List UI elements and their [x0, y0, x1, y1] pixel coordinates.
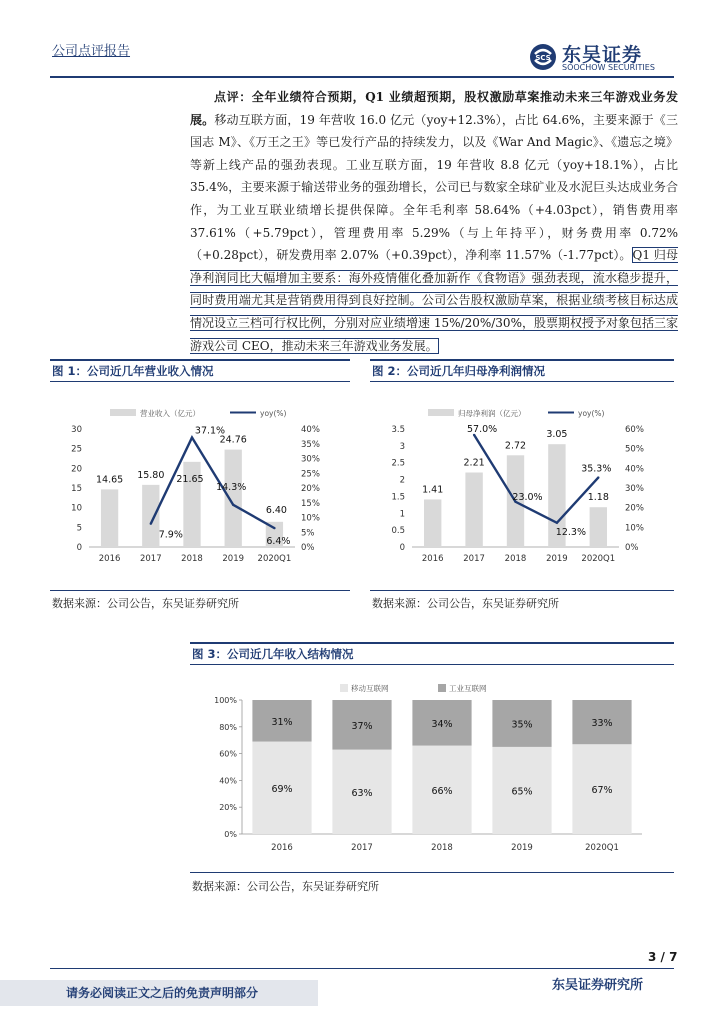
fig1-title-rule	[50, 381, 350, 382]
bar	[142, 485, 159, 547]
left-tick-label: 15	[71, 484, 82, 494]
legend-swatch	[340, 684, 348, 692]
x-tick-label: 2018	[181, 554, 203, 564]
left-tick-label: 1.5	[391, 492, 405, 503]
fig2-source: 数据来源：公司公告，东吴证券研究所	[372, 597, 559, 610]
right-tick-label: 40%	[301, 425, 320, 435]
yoy-value-label: 12.3%	[555, 526, 586, 538]
bar-value-label: 15.80	[137, 469, 165, 481]
yoy-value-label: 35.3%	[581, 463, 612, 475]
yoy-value-label: 6.4%	[266, 536, 291, 548]
bar	[101, 489, 118, 547]
bar-value-label: 21.65	[176, 473, 204, 485]
right-tick-label: 20%	[301, 484, 320, 494]
x-tick-label: 2020Q1	[585, 843, 619, 853]
page-number: 3 / 7	[648, 950, 678, 964]
segment-value-label: 34%	[431, 718, 453, 730]
fig3-bottom-rule	[190, 872, 674, 873]
right-tick-label: 10%	[625, 523, 644, 534]
yoy-value-label: 57.0%	[467, 423, 498, 435]
x-tick-label: 2020Q1	[581, 554, 616, 564]
fig2-title: 图 2：公司近几年归母净利润情况	[372, 364, 546, 378]
right-tick-label: 60%	[625, 425, 644, 435]
segment-value-label: 63%	[351, 787, 373, 799]
report-type: 公司点评报告	[52, 44, 131, 59]
bar-value-label: 2.72	[504, 440, 527, 452]
header-divider	[50, 76, 674, 78]
left-tick-label: 3.5	[391, 425, 405, 435]
fig3-source: 数据来源：公司公告，东吴证券研究所	[192, 880, 379, 893]
segment-value-label: 67%	[591, 785, 613, 797]
yoy-point	[597, 476, 599, 478]
fig3-title: 图 3：公司近几年收入结构情况	[192, 647, 354, 661]
x-tick-label: 2016	[98, 554, 121, 564]
bar-value-label: 3.05	[546, 429, 568, 441]
left-tick-label: 2.5	[391, 458, 405, 469]
right-tick-label: 50%	[625, 444, 644, 455]
yoy-point	[273, 527, 275, 529]
legend-label: 移动互联网	[351, 684, 389, 693]
y-tick-label: 60%	[219, 749, 237, 759]
segment-value-label: 33%	[591, 718, 613, 730]
logo-english: SOOCHOW SECURITIES	[562, 63, 655, 72]
x-tick-label: 2017	[463, 554, 485, 564]
fig1-bottom-rule	[50, 590, 350, 591]
fig3-top-rule	[190, 642, 674, 644]
y-tick-label: 20%	[219, 803, 237, 813]
x-tick-label: 2020Q1	[257, 554, 292, 564]
commentary-highlight: Q1 归母净利润同比大幅增加主要系：海外疫情催化叠加新作《食物语》强劲表现，流水稳步提升，同时费用端尤其是营销费用得到良好控制。公司公告股权激励草案，根据业绩考核目标达成情况设立三档可行权比例，分别对应业绩增速 15%/20%/30%，股票期权授予对象包括三家游戏公司 CEO，推动未来三年游戏业务发展。	[190, 248, 678, 353]
x-tick-label: 2019	[222, 554, 245, 564]
x-tick-label: 2017	[351, 843, 373, 853]
right-tick-label: 25%	[301, 469, 320, 480]
yoy-line	[151, 438, 275, 529]
bar	[225, 450, 242, 547]
yoy-line	[474, 435, 598, 523]
yoy-value-label: 37.1%	[194, 425, 226, 437]
yoy-point	[191, 436, 193, 438]
left-tick-label: 2	[399, 475, 405, 486]
yoy-value-label: 14.3%	[216, 481, 247, 493]
right-tick-label: 30%	[301, 454, 320, 465]
left-tick-label: 0	[76, 543, 82, 553]
x-tick-label: 2018	[431, 843, 453, 853]
commentary-text: 移动互联方面，19 年营收 16.0 亿元（yoy+12.3%），占比 64.6%，主要来源于《三国志 M》、《万王之王》等已发行产品的持续发力，以及《War And Magic》、《遗忘之境》等新上线产品的强劲表现。工业互联方面，19 年营收 8.8 亿元（yoy+18.1%），占比 35.4%，主要来源于输送带业务的强劲增长，公司已与数家全球矿业及水泥巨头达成业务合作，为工业互联业绩增长提供保障。全年毛利率 58.64%（+4.03pct），销售费用率 37.61%（+5.79pct），管理费用率 5.29%（与上年持平），财务费用率 0.72%（+0.28pct），研发费用率 2.07%（+0.39pct），净利率 11.57%（-1.77pct）。	[190, 112, 678, 263]
fig2-bottom-rule	[370, 590, 674, 591]
x-tick-label: 2019	[546, 554, 568, 564]
right-tick-label: 0%	[301, 543, 315, 553]
bar	[465, 472, 482, 547]
segment-value-label: 66%	[431, 785, 453, 797]
right-tick-label: 35%	[301, 439, 320, 450]
right-tick-label: 30%	[625, 484, 644, 494]
y-tick-label: 100%	[214, 696, 237, 705]
yoy-value-label: 23.0%	[512, 491, 543, 503]
segment-value-label: 37%	[351, 720, 373, 732]
segment-value-label: 31%	[271, 716, 293, 728]
segment-value-label: 69%	[271, 783, 293, 795]
right-tick-label: 10%	[301, 513, 320, 524]
left-tick-label: 30	[71, 425, 82, 435]
legend-bar-label: 归母净利润（亿元）	[458, 409, 526, 418]
segment-value-label: 65%	[511, 786, 533, 798]
left-tick-label: 0.5	[391, 526, 405, 537]
left-tick-label: 5	[76, 523, 82, 534]
legend-label: 工业互联网	[449, 684, 487, 693]
logo-mark-text: SCS	[535, 54, 551, 62]
legend-bar-label: 营业收入（亿元）	[140, 409, 200, 418]
left-tick-label: 20	[71, 464, 82, 475]
legend-swatch	[438, 684, 446, 692]
commentary-lead: 点评：全年业绩符合预期，Q1 业绩超预期，股权激励草案推动未来三年游戏业务发展。	[190, 90, 678, 127]
revenue-chart	[52, 400, 352, 572]
left-tick-label: 0	[399, 543, 405, 553]
footer-firm: 东吴证券研究所	[552, 978, 644, 993]
net-profit-chart	[372, 400, 674, 572]
right-tick-label: 15%	[301, 498, 320, 509]
footer-divider	[50, 968, 674, 969]
fig1-source: 数据来源：公司公告，东吴证券研究所	[52, 597, 239, 610]
company-logo	[528, 40, 678, 74]
legend-bar-swatch	[110, 409, 136, 416]
y-tick-label: 0%	[224, 830, 237, 839]
left-tick-label: 3	[399, 441, 405, 452]
segment-value-label: 35%	[511, 719, 533, 731]
fig2-title-rule	[370, 381, 674, 382]
logo-chinese: 东吴证券	[562, 44, 643, 66]
logo-mark-icon	[528, 42, 558, 72]
y-tick-label: 40%	[219, 776, 237, 786]
x-tick-label: 2017	[139, 554, 162, 564]
left-tick-label: 10	[71, 503, 82, 514]
right-tick-label: 40%	[625, 464, 644, 475]
fig1-top-rule	[50, 359, 350, 361]
footer-disclaimer: 请务必阅读正文之后的免责声明部分	[66, 986, 259, 1000]
bar-value-label: 24.76	[219, 434, 247, 446]
y-tick-label: 80%	[219, 722, 237, 732]
x-tick-label: 2018	[504, 554, 527, 564]
legend-line-label: yoy(%)	[260, 409, 287, 418]
bar-value-label: 14.65	[95, 474, 124, 486]
yoy-value-label: 7.9%	[158, 529, 183, 541]
x-tick-label: 2019	[511, 843, 533, 853]
x-tick-label: 2016	[271, 843, 293, 853]
legend-bar-swatch	[428, 409, 454, 416]
bar-value-label: 6.40	[265, 504, 287, 516]
x-tick-label: 2016	[421, 554, 444, 564]
bar	[424, 499, 441, 547]
revenue-structure-chart	[210, 676, 650, 856]
right-tick-label: 5%	[301, 528, 315, 539]
fig3-title-rule	[190, 664, 674, 665]
right-tick-label: 20%	[625, 503, 644, 514]
legend-line-label: yoy(%)	[578, 409, 605, 418]
bar-value-label: 2.21	[463, 457, 485, 469]
bar	[590, 507, 607, 547]
right-tick-label: 0%	[625, 543, 639, 553]
commentary-paragraph	[190, 86, 678, 357]
left-tick-label: 25	[71, 444, 82, 455]
yoy-point	[150, 522, 152, 524]
fig1-title: 图 1：公司近几年营业收入情况	[52, 364, 214, 378]
yoy-point	[556, 522, 558, 524]
yoy-point	[232, 504, 234, 506]
left-tick-label: 1	[399, 509, 405, 520]
bar-value-label: 1.18	[587, 492, 609, 504]
fig2-top-rule	[370, 359, 674, 361]
bar-value-label: 1.41	[422, 484, 444, 496]
